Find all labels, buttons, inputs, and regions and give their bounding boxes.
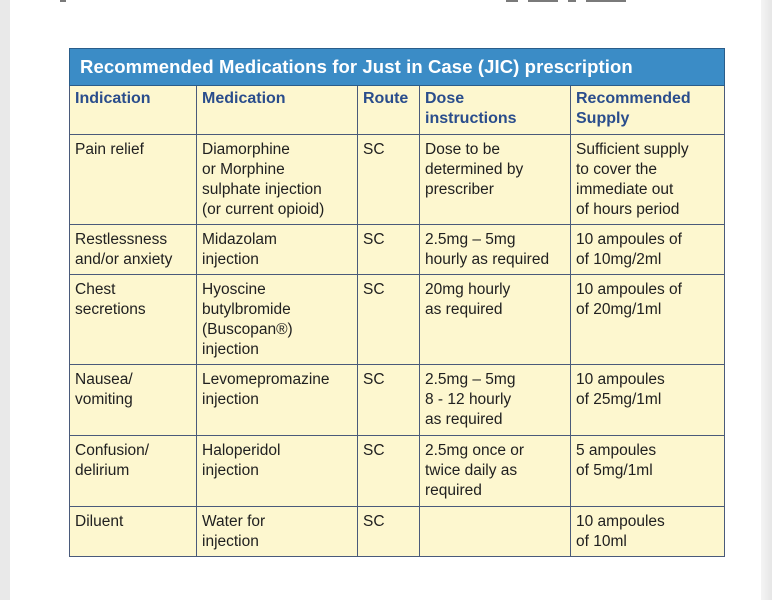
table-row xyxy=(70,365,725,436)
indication-cell: Confusion/ delirium xyxy=(70,436,197,507)
header-dose-instructions: Dose instructions xyxy=(420,86,571,135)
medication-cell: Hyoscine butylbromide (Buscopan®) injection xyxy=(197,275,358,365)
medication-cell: Diamorphine or Morphine sulphate injection (or current opioid) xyxy=(197,135,358,225)
indication-cell: Nausea/ vomiting xyxy=(70,365,197,436)
table-row xyxy=(70,436,725,507)
header-route: Route xyxy=(358,86,420,135)
supply-cell: 10 ampoules of 25mg/1ml xyxy=(571,365,725,436)
route-cell: SC xyxy=(358,365,420,436)
supply-cell: 10 ampoules of of 10mg/2ml xyxy=(571,225,725,275)
table-title: Recommended Medications for Just in Case (JIC) prescription xyxy=(70,49,725,86)
medication-cell: Haloperidol injection xyxy=(197,436,358,507)
indication-cell: Pain relief xyxy=(70,135,197,225)
medication-cell: Levomepromazine injection xyxy=(197,365,358,436)
route-cell: SC xyxy=(358,436,420,507)
dose-cell xyxy=(420,507,571,557)
dose-cell: 2.5mg – 5mg 8 - 12 hourly as required xyxy=(420,365,571,436)
table-title-row xyxy=(70,49,725,86)
supply-cell: 5 ampoules of 5mg/1ml xyxy=(571,436,725,507)
supply-cell: 10 ampoules of of 20mg/1ml xyxy=(571,275,725,365)
medication-cell: Midazolam injection xyxy=(197,225,358,275)
supply-cell: Sufficient supply to cover the immediate out of hours period xyxy=(571,135,725,225)
indication-cell: Restlessness and/or anxiety xyxy=(70,225,197,275)
route-cell: SC xyxy=(358,135,420,225)
route-cell: SC xyxy=(358,275,420,365)
table-row xyxy=(70,135,725,225)
table-row xyxy=(70,507,725,557)
table-row xyxy=(70,275,725,365)
indication-cell: Diluent xyxy=(70,507,197,557)
cropped-text-line xyxy=(60,0,700,6)
dose-cell: 2.5mg once or twice daily as required xyxy=(420,436,571,507)
dose-cell: 20mg hourly as required xyxy=(420,275,571,365)
route-cell: SC xyxy=(358,507,420,557)
header-recommended-supply: Recommended Supply xyxy=(571,86,725,135)
table-row xyxy=(70,225,725,275)
indication-cell: Chest secretions xyxy=(70,275,197,365)
jic-medications-table xyxy=(69,48,725,557)
right-page-edge xyxy=(761,0,772,600)
supply-cell: 10 ampoules of 10ml xyxy=(571,507,725,557)
header-indication: Indication xyxy=(70,86,197,135)
left-margin-rule xyxy=(0,0,10,600)
medication-cell: Water for injection xyxy=(197,507,358,557)
dose-cell: 2.5mg – 5mg hourly as required xyxy=(420,225,571,275)
header-medication: Medication xyxy=(197,86,358,135)
route-cell: SC xyxy=(358,225,420,275)
table-header-row xyxy=(70,86,725,135)
dose-cell: Dose to be determined by prescriber xyxy=(420,135,571,225)
